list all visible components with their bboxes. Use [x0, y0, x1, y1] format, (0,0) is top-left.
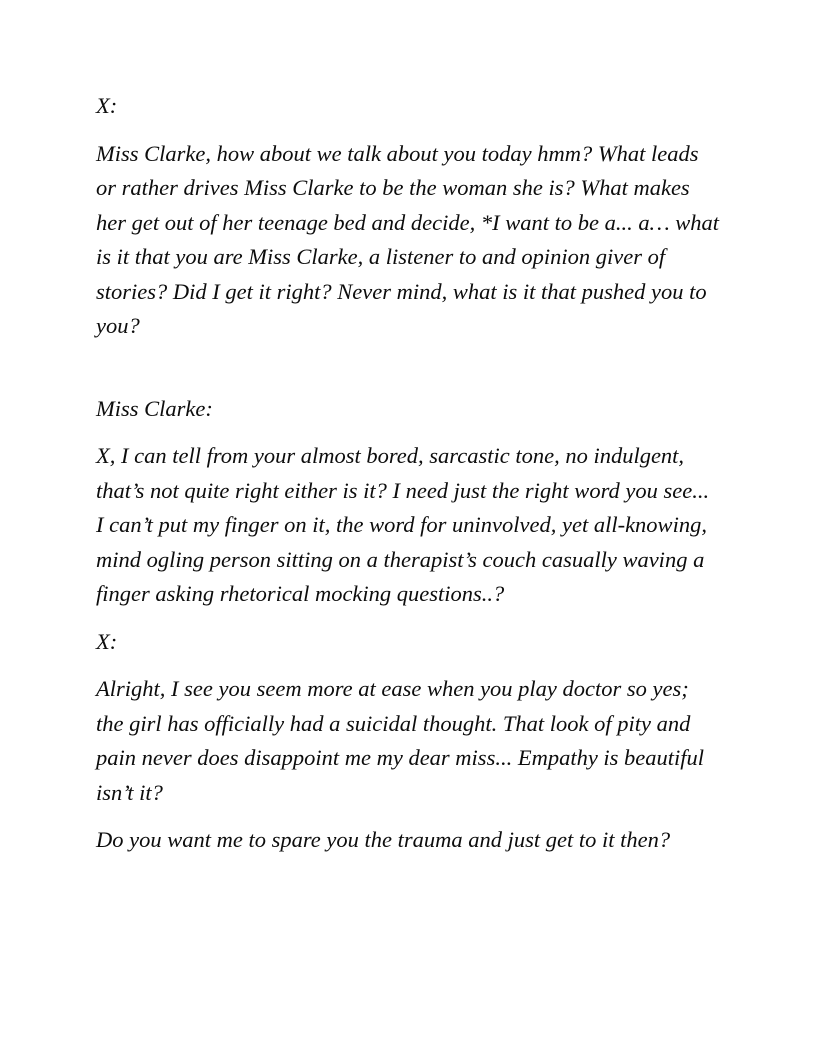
dialogue-paragraph-x-first: Miss Clarke, how about we talk about you today hmm? What leads or rather drives Miss Clarke to be the woman she is? What makes her get out of her teenage bed and decide, *I want to be a... a… what is it that you are Miss Clarke, a listener to and opinion giver of stories? Did I get it right? Never mind, what is it that pushed you to you? [96, 140, 720, 338]
dialogue-paragraph-x-second: Alright, I see you seem more at ease when you play doctor so yes; the girl has officially had a suicidal thought. That look of pity and pain never does disappoint me my dear miss... Empathy is beautiful isn’t it? [96, 676, 705, 805]
dialogue-paragraph-x-closing: Do you want me to spare you the trauma and just get to it then? [96, 827, 671, 852]
speaker-label-miss-clarke: Miss Clarke: [96, 395, 213, 421]
speaker-label-x-second: X: [96, 628, 118, 654]
dialogue-paragraph-miss-clarke: X, I can tell from your almost bored, sarcastic tone, no indulgent, that’s not quite right either is it? I need just the right word you see... I can’t put my finger on it, the word for uninvolved, yet all-knowing, mind ogling person sitting on a therapist’s couch casually waving a finger asking rhetorical mocking questions..? [96, 443, 710, 606]
speaker-label-x-first: X: [96, 93, 118, 118]
